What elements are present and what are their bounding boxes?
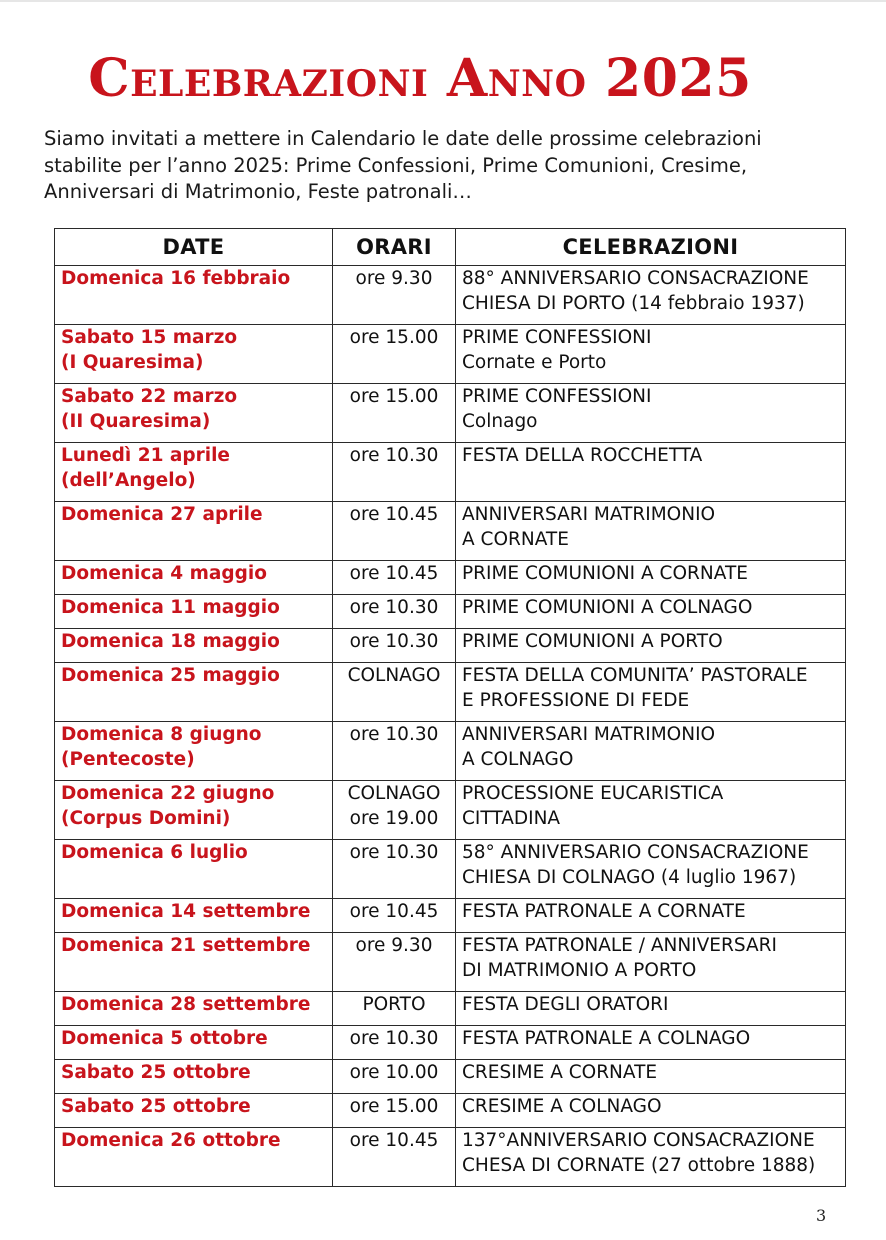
cell-date	[55, 1060, 333, 1094]
cell-time	[333, 325, 456, 384]
cell-celebration	[456, 722, 846, 781]
cell-time-line: COLNAGO	[347, 783, 441, 804]
table-row	[55, 1026, 846, 1060]
cell-time	[333, 1094, 456, 1128]
cell-celebration-line: PRIME COMUNIONI A CORNATE	[462, 563, 748, 584]
cell-celebration	[456, 384, 846, 443]
cell-date-line: Domenica 21 settembre	[61, 935, 311, 956]
table-row	[55, 266, 846, 325]
cell-time-line: ore 10.30	[349, 1028, 439, 1049]
cell-time	[333, 840, 456, 899]
cell-celebration-line: PROCESSIONE EUCARISTICA	[462, 783, 724, 804]
cell-date	[55, 443, 333, 502]
cell-time	[333, 629, 456, 663]
table-row	[55, 1060, 846, 1094]
cell-date-line: Domenica 5 ottobre	[61, 1028, 268, 1049]
cell-time	[333, 443, 456, 502]
cell-date-line: (dell’Angelo)	[61, 470, 196, 491]
cell-date-line: Lunedì 21 aprile	[61, 445, 230, 466]
table-row	[55, 722, 846, 781]
table-row	[55, 443, 846, 502]
cell-celebration-line: 137°ANNIVERSARIO CONSACRAZIONE	[462, 1130, 815, 1151]
cell-celebration	[456, 266, 846, 325]
cell-celebration	[456, 443, 846, 502]
intro-line: stabilite per l’anno 2025: Prime Confessioni, Prime Comunioni, Cresime,	[44, 153, 748, 177]
cell-time-line: ore 15.00	[349, 327, 439, 348]
cell-date-line: Domenica 4 maggio	[61, 563, 267, 584]
cell-date-line: Sabato 22 marzo	[61, 386, 238, 407]
table-row	[55, 933, 846, 992]
cell-celebration	[456, 899, 846, 933]
cell-celebration-line: 88° ANNIVERSARIO CONSACRAZIONE	[462, 268, 809, 289]
header-date: DATE	[55, 229, 333, 266]
cell-date-line: Domenica 27 aprile	[61, 504, 263, 525]
table-row	[55, 384, 846, 443]
cell-celebration	[456, 1094, 846, 1128]
cell-date-line: Sabato 15 marzo	[61, 327, 238, 348]
cell-celebration-line: FESTA PATRONALE A COLNAGO	[462, 1028, 751, 1049]
cell-time-line: ore 10.00	[349, 1062, 439, 1083]
cell-celebration-line: PRIME CONFESSIONI	[462, 327, 652, 348]
cell-celebration	[456, 992, 846, 1026]
cell-celebration-line: Colnago	[462, 411, 538, 432]
cell-time	[333, 1026, 456, 1060]
cell-date	[55, 629, 333, 663]
cell-time-line: PORTO	[362, 994, 426, 1015]
cell-date	[55, 781, 333, 840]
cell-date-line: Domenica 25 maggio	[61, 665, 280, 686]
cell-celebration-line: Cornate e Porto	[462, 352, 607, 373]
table-row	[55, 629, 846, 663]
table-row	[55, 663, 846, 722]
cell-date-line: Sabato 25 ottobre	[61, 1096, 251, 1117]
cell-celebration	[456, 1026, 846, 1060]
table-row	[55, 561, 846, 595]
cell-celebration-line: CRESIME A COLNAGO	[462, 1096, 662, 1117]
cell-celebration	[456, 933, 846, 992]
intro-line: Siamo invitati a mettere in Calendario le date delle prossime celebrazioni	[44, 127, 762, 150]
cell-time	[333, 992, 456, 1026]
cell-time	[333, 899, 456, 933]
cell-time-line: ore 10.30	[349, 724, 439, 745]
cell-celebration-line: A CORNATE	[462, 529, 569, 550]
cell-date-line: (Corpus Domini)	[61, 808, 231, 829]
cell-time-line: ore 10.30	[349, 445, 439, 466]
cell-date-line: Domenica 22 giugno	[61, 783, 275, 804]
cell-time	[333, 384, 456, 443]
cell-date	[55, 840, 333, 899]
cell-date-line: Domenica 26 ottobre	[61, 1130, 281, 1151]
cell-date	[55, 933, 333, 992]
cell-time-line: ore 9.30	[355, 268, 433, 289]
cell-celebration	[456, 840, 846, 899]
cell-time	[333, 561, 456, 595]
cell-celebration-line: 58° ANNIVERSARIO CONSACRAZIONE	[462, 842, 809, 863]
cell-celebration-line: FESTA PATRONALE A CORNATE	[462, 901, 746, 922]
celebrations-table	[54, 228, 846, 1187]
header-times: ORARI	[333, 229, 456, 266]
cell-time-line: ore 15.00	[349, 1096, 439, 1117]
cell-celebration-line: PRIME COMUNIONI A COLNAGO	[462, 597, 753, 618]
cell-celebration-line: FESTA PATRONALE / ANNIVERSARI	[462, 935, 777, 956]
table-body	[55, 266, 846, 1187]
table-row	[55, 840, 846, 899]
cell-date-line: (Pentecoste)	[61, 749, 195, 770]
cell-time-line: ore 10.30	[349, 842, 439, 863]
cell-date	[55, 1128, 333, 1187]
cell-time	[333, 1128, 456, 1187]
cell-time-line: ore 9.30	[355, 935, 433, 956]
cell-time	[333, 722, 456, 781]
table-header-row	[55, 229, 846, 266]
cell-date-line: (II Quaresima)	[61, 411, 211, 432]
cell-celebration-line: DI MATRIMONIO A PORTO	[462, 960, 697, 981]
cell-celebration-line: A COLNAGO	[462, 749, 574, 770]
cell-time	[333, 781, 456, 840]
page-number: 3	[816, 1206, 827, 1225]
cell-celebration-line: CHESA DI CORNATE (27 ottobre 1888)	[462, 1155, 816, 1176]
cell-time	[333, 502, 456, 561]
cell-date-line: Domenica 14 settembre	[61, 901, 311, 922]
cell-time-line: ore 10.45	[349, 563, 439, 584]
cell-time-line: COLNAGO	[347, 665, 441, 686]
cell-celebration	[456, 502, 846, 561]
cell-date	[55, 266, 333, 325]
cell-celebration	[456, 1128, 846, 1187]
cell-celebration	[456, 781, 846, 840]
cell-celebration-line: PRIME CONFESSIONI	[462, 386, 652, 407]
cell-date	[55, 1026, 333, 1060]
intro-paragraph	[44, 126, 844, 206]
intro-line: Anniversari di Matrimonio, Feste patronali…	[44, 180, 472, 203]
cell-time	[333, 933, 456, 992]
cell-time-line: ore 19.00	[349, 808, 439, 829]
cell-date	[55, 384, 333, 443]
cell-celebration	[456, 595, 846, 629]
cell-time-line: ore 10.45	[349, 1130, 439, 1151]
cell-celebration	[456, 1060, 846, 1094]
cell-date	[55, 595, 333, 629]
page-title: Celebrazioni Anno 2025	[88, 48, 752, 109]
cell-time-line: ore 10.30	[349, 597, 439, 618]
cell-celebration-line: CHIESA DI PORTO (14 febbraio 1937)	[462, 293, 805, 314]
cell-date	[55, 722, 333, 781]
cell-celebration-line: ANNIVERSARI MATRIMONIO	[462, 724, 716, 745]
table-row	[55, 325, 846, 384]
cell-celebration	[456, 629, 846, 663]
table-row	[55, 1094, 846, 1128]
cell-celebration-line: FESTA DELLA ROCCHETTA	[462, 445, 703, 466]
cell-time	[333, 1060, 456, 1094]
cell-celebration-line: ANNIVERSARI MATRIMONIO	[462, 504, 716, 525]
page-top-rule	[0, 0, 886, 2]
cell-time	[333, 595, 456, 629]
cell-celebration-line: CHIESA DI COLNAGO (4 luglio 1967)	[462, 867, 797, 888]
cell-celebration-line: E PROFESSIONE DI FEDE	[462, 690, 690, 711]
cell-date-line: (I Quaresima)	[61, 352, 204, 373]
cell-celebration	[456, 663, 846, 722]
table-row	[55, 992, 846, 1026]
cell-celebration-line: PRIME COMUNIONI A PORTO	[462, 631, 723, 652]
cell-date-line: Domenica 18 maggio	[61, 631, 280, 652]
cell-celebration-line: CRESIME A CORNATE	[462, 1062, 658, 1083]
cell-celebration-line: FESTA DELLA COMUNITA’ PASTORALE	[462, 665, 808, 686]
table-row	[55, 1128, 846, 1187]
cell-time-line: ore 10.45	[349, 504, 439, 525]
cell-celebration-line: CITTADINA	[462, 808, 561, 829]
cell-date	[55, 1094, 333, 1128]
cell-time	[333, 663, 456, 722]
table-row	[55, 502, 846, 561]
cell-celebration	[456, 325, 846, 384]
cell-date-line: Domenica 8 giugno	[61, 724, 262, 745]
cell-date-line: Domenica 6 luglio	[61, 842, 248, 863]
table-row	[55, 595, 846, 629]
cell-time-line: ore 15.00	[349, 386, 439, 407]
cell-celebration	[456, 561, 846, 595]
cell-date	[55, 992, 333, 1026]
cell-date	[55, 663, 333, 722]
cell-date-line: Domenica 11 maggio	[61, 597, 280, 618]
cell-date	[55, 325, 333, 384]
cell-time-line: ore 10.45	[349, 901, 439, 922]
cell-celebration-line: FESTA DEGLI ORATORI	[462, 994, 669, 1015]
header-celebrations: CELEBRAZIONI	[456, 229, 846, 266]
cell-date-line: Domenica 28 settembre	[61, 994, 311, 1015]
cell-date-line: Sabato 25 ottobre	[61, 1062, 251, 1083]
cell-date-line: Domenica 16 febbraio	[61, 268, 291, 289]
cell-time-line: ore 10.30	[349, 631, 439, 652]
cell-date	[55, 899, 333, 933]
table-row	[55, 899, 846, 933]
cell-date	[55, 502, 333, 561]
cell-time	[333, 266, 456, 325]
cell-date	[55, 561, 333, 595]
table-row	[55, 781, 846, 840]
